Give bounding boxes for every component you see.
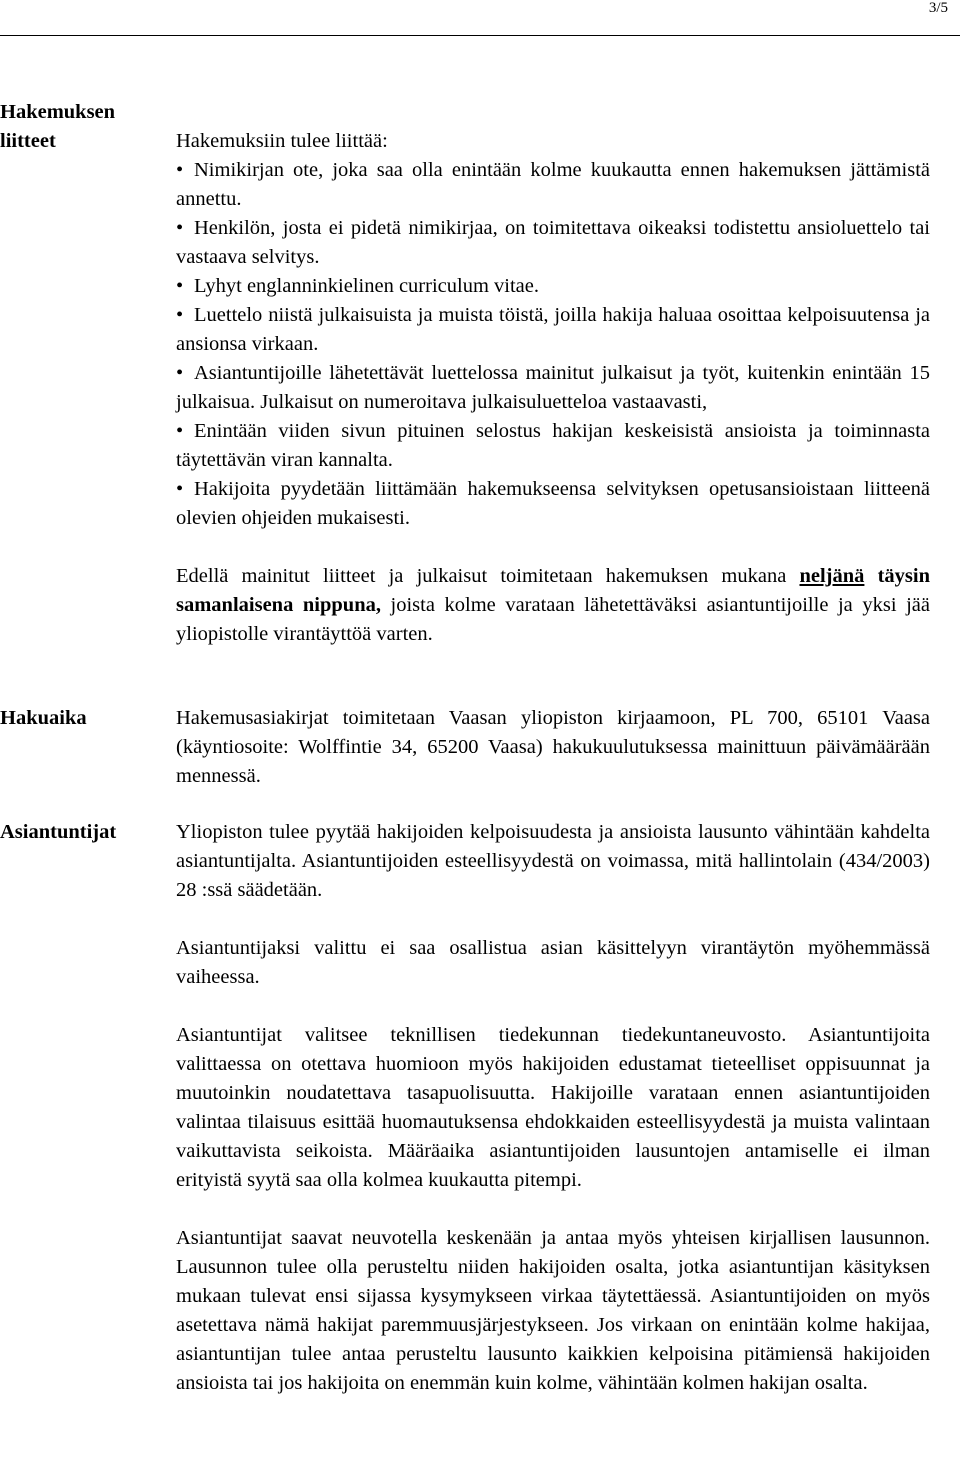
liitteet-list xyxy=(176,156,930,533)
section-content-liitteet xyxy=(176,127,930,649)
section-heading-asiantuntijat: Asiantuntijat xyxy=(0,821,117,843)
bullet-icon: • xyxy=(176,217,184,239)
list-item: • Enintään viiden sivun pituinen selostus hakijan keskeisistä ansioista ja toiminnasta täytettävän viran kannalta. xyxy=(176,417,930,475)
bullet-icon: • xyxy=(176,362,184,384)
paragraph-spacer xyxy=(176,905,930,934)
asiantuntijat-paragraph-3: Asiantuntijat valitsee teknillisen tiedekunnan tiedekuntaneuvosto. Asiantuntijoita valittaessa on otettava huomioon myös hakijoiden edustamat tieteelliset oppisuunnat ja muutoinkin noudatettava tasapuolisuutta. Hakijoille varataan ennen asiantuntijoiden valintaa tilaisuus esittää huomautuksensa ehdokkaiden esteellisyydestä ja muista valintaan vaikuttavista seikoista. Määräaika asiantuntijoiden lausuntojen antamiselle ei ilman erityistä syytä saa olla kolmea kuukautta pitempi. xyxy=(176,1024,930,1191)
liitteet-closing: Edellä mainitut liitteet ja julkaisut toimitetaan hakemuksen mukana neljänä täysin samanlaisena nippuna, joista kolme varataan lähetettäväksi asiantuntijoille ja yksi jää yliopistolle virantäyttöä varten. xyxy=(176,565,931,645)
list-item: • Hakijoita pyydetään liittämään hakemukseensa selvityksen opetusansioistaan liitteenä olevien ohjeiden mukaisesti. xyxy=(176,475,930,533)
list-item: • Nimikirjan ote, joka saa olla enintään kolme kuukautta ennen hakemuksen jättämistä annettu. xyxy=(176,156,930,214)
section-heading-hakuaika: Hakuaika xyxy=(0,707,87,729)
page-number: 3/5 xyxy=(928,0,948,16)
paragraph-spacer xyxy=(176,1195,930,1224)
emphasis-nippuna: täysin samanlaisena nippuna, xyxy=(176,565,931,616)
bullet-icon: • xyxy=(176,478,184,500)
emphasis-neljana: neljänä xyxy=(799,565,865,587)
section-content-asiantuntijat xyxy=(176,818,930,1398)
asiantuntijat-paragraph-4: Asiantuntijat saavat neuvotella keskenään ja antaa myös yhteisen kirjallisen lausunnon. Lausunnon tulee olla perusteltu niiden hakijoiden osalta, jotka asiantuntijan käsityksen mukaan tulevat ensi sijassa kysymykseen virkaa täytettäessä. Asiantuntijoiden on myös asetettava nämä hakijat paremmuusjärjestykseen. Jos virkaan on enintään kolme hakijaa, asiantuntijan tulee antaa perusteltu lausunto kaikkien kelpoisina pitämiensä hakijoiden ansioista tai jos hakijoita on enemmän kuin kolme, vähintään kolmen hakijan osalta. xyxy=(176,1227,930,1394)
bullet-icon: • xyxy=(176,275,184,297)
bullet-icon: • xyxy=(176,420,184,442)
section-content-hakuaika xyxy=(176,704,930,791)
asiantuntijat-paragraph-2: Asiantuntijaksi valittu ei saa osallistua asian käsittelyyn virantäytön myöhemmässä vaiheessa. xyxy=(176,937,930,988)
paragraph-spacer xyxy=(176,533,930,562)
header-rule xyxy=(0,35,960,36)
list-item: • Asiantuntijoille lähetettävät luettelossa mainitut julkaisut ja työt, kuitenkin enintään 15 julkaisua. Julkaisut on numeroitava julkaisuluetteloa vastaavasti, xyxy=(176,359,930,417)
bullet-icon: • xyxy=(176,304,184,326)
paragraph-spacer xyxy=(176,992,930,1021)
bullet-icon: • xyxy=(176,159,184,181)
asiantuntijat-paragraph-1: Yliopiston tulee pyytää hakijoiden kelpoisuudesta ja ansioista lausunto vähintään kahdelta asiantuntijalta. Asiantuntijoiden esteellisyydestä on voimassa, mitä hallintolain (434/2003) 28 :ssä säädetään. xyxy=(176,821,930,901)
list-item: • Henkilön, josta ei pidetä nimikirjaa, on toimitettava oikeaksi todistettu ansioluettelo tai vastaava selvitys. xyxy=(176,214,930,272)
liitteet-intro: Hakemuksiin tulee liittää: xyxy=(176,130,388,152)
section-heading-liitteet: Hakemuksen liitteet xyxy=(0,101,116,152)
hakuaika-text: Hakemusasiakirjat toimitetaan Vaasan yliopiston kirjaamoon, PL 700, 65101 Vaasa (käyntiosoite: Wolffintie 34, 65200 Vaasa) hakukuulutuksessa mainittuun päivämäärään mennessä. xyxy=(176,707,930,787)
list-item: • Luettelo niistä julkaisuista ja muista töistä, joilla hakija haluaa osoittaa kelpoisuutensa ja ansionsa virkaan. xyxy=(176,301,930,359)
list-item: • Lyhyt englanninkielinen curriculum vitae. xyxy=(176,272,930,301)
